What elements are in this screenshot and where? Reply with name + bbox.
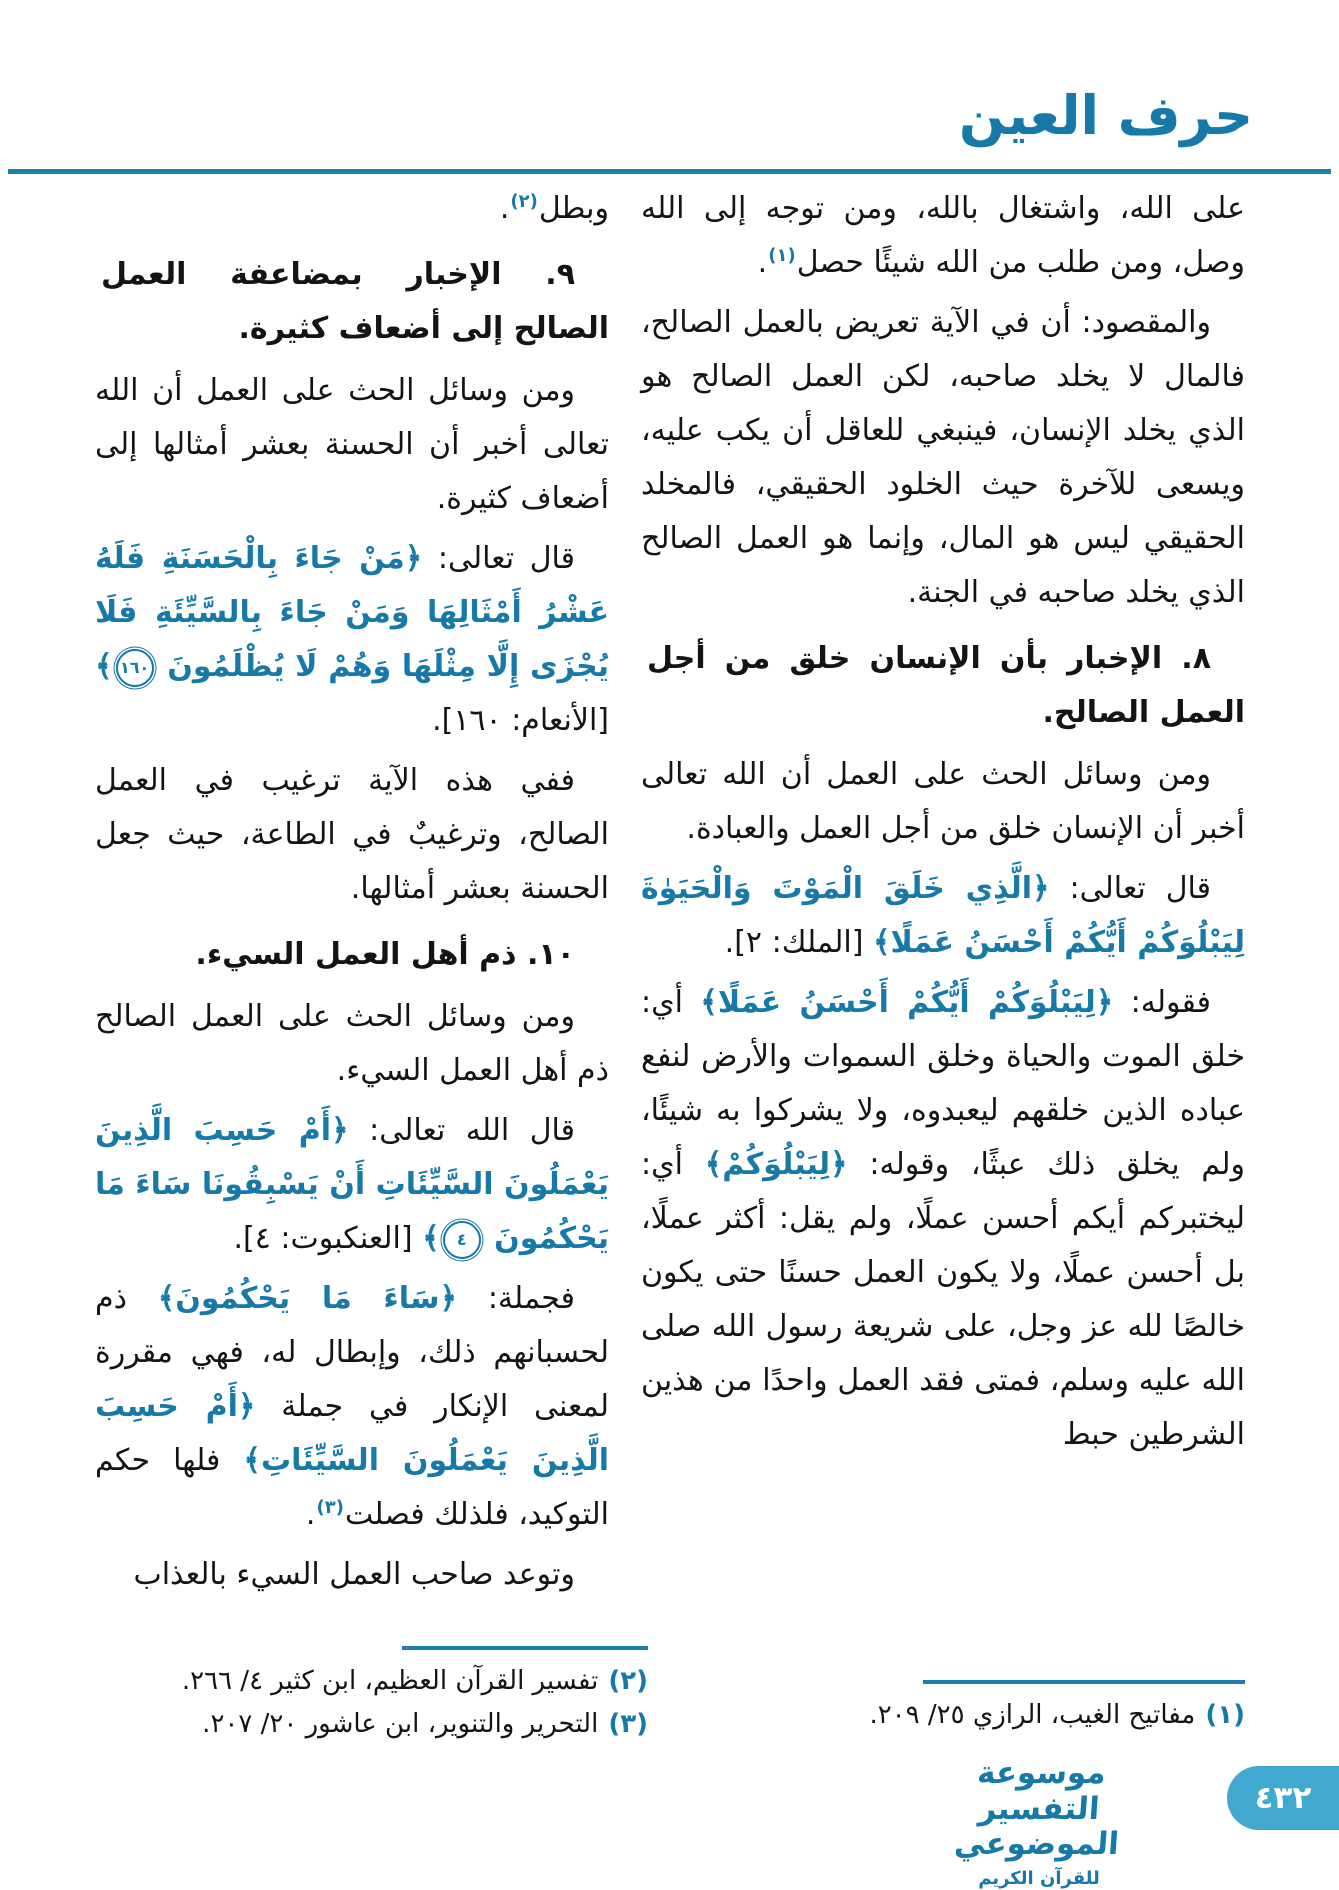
- footnote-item: [95, 1660, 648, 1703]
- footnote-text: التحرير والتنوير، ابن عاشور ٢٠/ ٢٠٧.: [202, 1709, 599, 1739]
- publisher-logo-subtitle: للقرآن الكريم: [978, 1867, 1100, 1889]
- text-run: ١٠. ذم أهل العمل السيء.: [195, 937, 575, 972]
- footnote-ref-marker: (١): [768, 245, 796, 266]
- page-number-badge: [1227, 1766, 1339, 1830]
- text-run: ومن وسائل الحث على العمل أن الله تعالى أخبر أن الإنسان خلق من أجل العمل والعبادة.: [641, 757, 1245, 846]
- footnotes-left: [95, 1646, 648, 1746]
- text-run: .: [499, 191, 510, 226]
- paragraph: [641, 862, 1245, 970]
- paragraph: [95, 1104, 609, 1266]
- column-left: [95, 182, 609, 1608]
- text-run: .: [757, 245, 768, 280]
- text-run: [الأنعام: ١٦٠].: [432, 703, 609, 738]
- text-run: وبطل: [538, 191, 609, 226]
- text-run: ومن وسائل الحث على العمل أن الله تعالى أخبر أن الحسنة بعشر أمثالها إلى أضعاف كثيرة.: [95, 373, 609, 516]
- section-heading: [95, 248, 609, 356]
- publisher-logo-title: موسوعة التفسير الموضوعي: [953, 1755, 1121, 1863]
- publisher-logo: [930, 1756, 1148, 1890]
- footnote-item: [95, 1703, 648, 1746]
- text-run: [الملك: ٢].: [724, 925, 873, 960]
- footnotes-right: [640, 1680, 1245, 1737]
- quran-verse: ﴿لِيَبْلُوَكُمْ أَيُّكُمْ أَحْسَنُ عَمَلًا﴾: [700, 985, 1114, 1020]
- text-run: فقوله:: [1113, 985, 1212, 1020]
- footnote-ref-marker: (٢): [510, 191, 538, 212]
- paragraph: [95, 182, 609, 236]
- footnote-ref-marker: (٣): [316, 1497, 344, 1518]
- paragraph: [95, 1272, 609, 1542]
- text-run: ٩. الإخبار بمضاعفة العمل الصالح إلى أضعاف كثيرة.: [101, 257, 609, 346]
- ayah-number-medallion: ١٦٠: [116, 649, 154, 687]
- text-run: فلها حكم التوكيد، فلذلك فصلت: [95, 1443, 609, 1532]
- section-heading: [95, 928, 609, 982]
- header-rule: [8, 169, 1331, 174]
- footnote-text: تفسير القرآن العظيم، ابن كثير ٤/ ٢٦٦.: [181, 1666, 599, 1696]
- quran-verse: ﴿مَنْ جَاءَ بِالْحَسَنَةِ فَلَهُ عَشْرُ أَمْثَالِهَا وَمَنْ جَاءَ بِالسَّيِّئَةِ فَلَا يُجْزَى إِلَّا مِثْلَهَا وَهُمْ لَا يُظْلَمُونَ: [95, 541, 609, 684]
- text-columns: [95, 182, 1245, 1608]
- text-run: أي: خلق الموت والحياة وخلق السموات والأرض لنفع عباده الذين خلقهم ليعبدوه، ولا يشركوا به شيئًا، ولم يخلق ذلك عبثًا، وقوله:: [641, 985, 1245, 1182]
- footnote-text: مفاتيح الغيب، الرازي ٢٥/ ٢٠٩.: [869, 1700, 1196, 1730]
- paragraph: [95, 532, 609, 748]
- quran-verse: ﴿أَمْ حَسِبَ الَّذِينَ يَعْمَلُونَ السَّيِّئَاتِ﴾: [95, 1389, 609, 1478]
- footnote-number: (٢): [608, 1666, 648, 1696]
- paragraph: [95, 754, 609, 916]
- paragraph: [95, 990, 609, 1098]
- quran-verse: ﴿لِيَبْلُوَكُمْ﴾: [704, 1147, 848, 1182]
- text-run: على الله، واشتغال بالله، ومن توجه إلى الله وصل، ومن طلب من الله شيئًا حصل: [641, 191, 1245, 280]
- text-run: والمقصود: أن في الآية تعريض بالعمل الصالح، فالمال لا يخلد صاحبه، لكن العمل الصالح هو الذي يخلد الإنسان، فينبغي للعاقل أن يكب عليه، ويسعى للآخرة حيث الخلود الحقيقي، فالمخلد الحقيقي ليس هو المال، وإنما هو العمل الصالح الذي يخلد صاحبه في الجنة.: [641, 305, 1245, 610]
- quran-verse: ﴿أَمْ حَسِبَ الَّذِينَ يَعْمَلُونَ السَّيِّئَاتِ أَنْ يَسْبِقُونَا سَاءَ مَا يَحْكُمُونَ: [95, 1113, 609, 1256]
- section-heading: [641, 632, 1245, 740]
- footnote-list: [640, 1694, 1245, 1737]
- column-right: [641, 182, 1245, 1468]
- quran-verse: ﴿سَاءَ مَا يَحْكُمُونَ﴾: [157, 1281, 458, 1316]
- quran-verse: ﴾: [95, 649, 113, 684]
- text-run: [العنكبوت: ٤].: [233, 1221, 423, 1256]
- page-title: حرف العين: [959, 84, 1253, 147]
- ayah-number-medallion: ٤: [443, 1221, 481, 1259]
- text-run: قال تعالى:: [422, 541, 575, 576]
- quran-verse: ﴾: [422, 1221, 440, 1256]
- footnote-item: [640, 1694, 1245, 1737]
- paragraph: [641, 296, 1245, 620]
- text-run: ومن وسائل الحث على العمل الصالح ذم أهل العمل السيء.: [95, 999, 609, 1088]
- paragraph: [95, 364, 609, 526]
- footnote-number: (١): [1205, 1700, 1245, 1730]
- quran-verse: ﴿الَّذِي خَلَقَ الْمَوْتَ وَالْحَيَوٰةَ لِيَبْلُوَكُمْ أَيُّكُمْ أَحْسَنُ عَمَلًا﴾: [641, 871, 1245, 960]
- text-run: ٨. الإخبار بأن الإنسان خلق من أجل العمل الصالح.: [647, 641, 1245, 730]
- text-run: .: [305, 1497, 316, 1532]
- text-run: قال تعالى:: [1049, 871, 1211, 906]
- footnote-divider: [402, 1646, 648, 1650]
- text-run: ذم لحسبانهم ذلك، وإبطال له، فهي مقررة لمعنى الإنكار في جملة: [95, 1281, 609, 1424]
- text-run: وتوعد صاحب العمل السيء بالعذاب: [133, 1557, 575, 1592]
- page-number: ٤٣٢: [1254, 1780, 1312, 1816]
- footnote-number: (٣): [608, 1709, 648, 1739]
- paragraph: [641, 182, 1245, 290]
- text-run: ففي هذه الآية ترغيب في العمل الصالح، وترغيبٌ في الطاعة، حيث جعل الحسنة بعشر أمثالها.: [95, 763, 609, 906]
- paragraph: [641, 748, 1245, 856]
- text-run: فجملة:: [457, 1281, 575, 1316]
- paragraph: [95, 1548, 609, 1602]
- footnote-list: [95, 1660, 648, 1746]
- text-run: أي: ليختبركم أيكم أحسن عملًا، ولم يقل: أكثر عملًا، بل أحسن عملًا، ولا يكون العمل حسنًا حتى يكون خالصًا لله عز وجل، على شريعة رسول الله صلى الله عليه وسلم، فمتى فقد العمل واحدًا من هذين الشرطين حبط: [641, 1147, 1245, 1452]
- text-run: قال الله تعالى:: [348, 1113, 575, 1148]
- paragraph: [641, 976, 1245, 1462]
- footnote-divider: [923, 1680, 1245, 1684]
